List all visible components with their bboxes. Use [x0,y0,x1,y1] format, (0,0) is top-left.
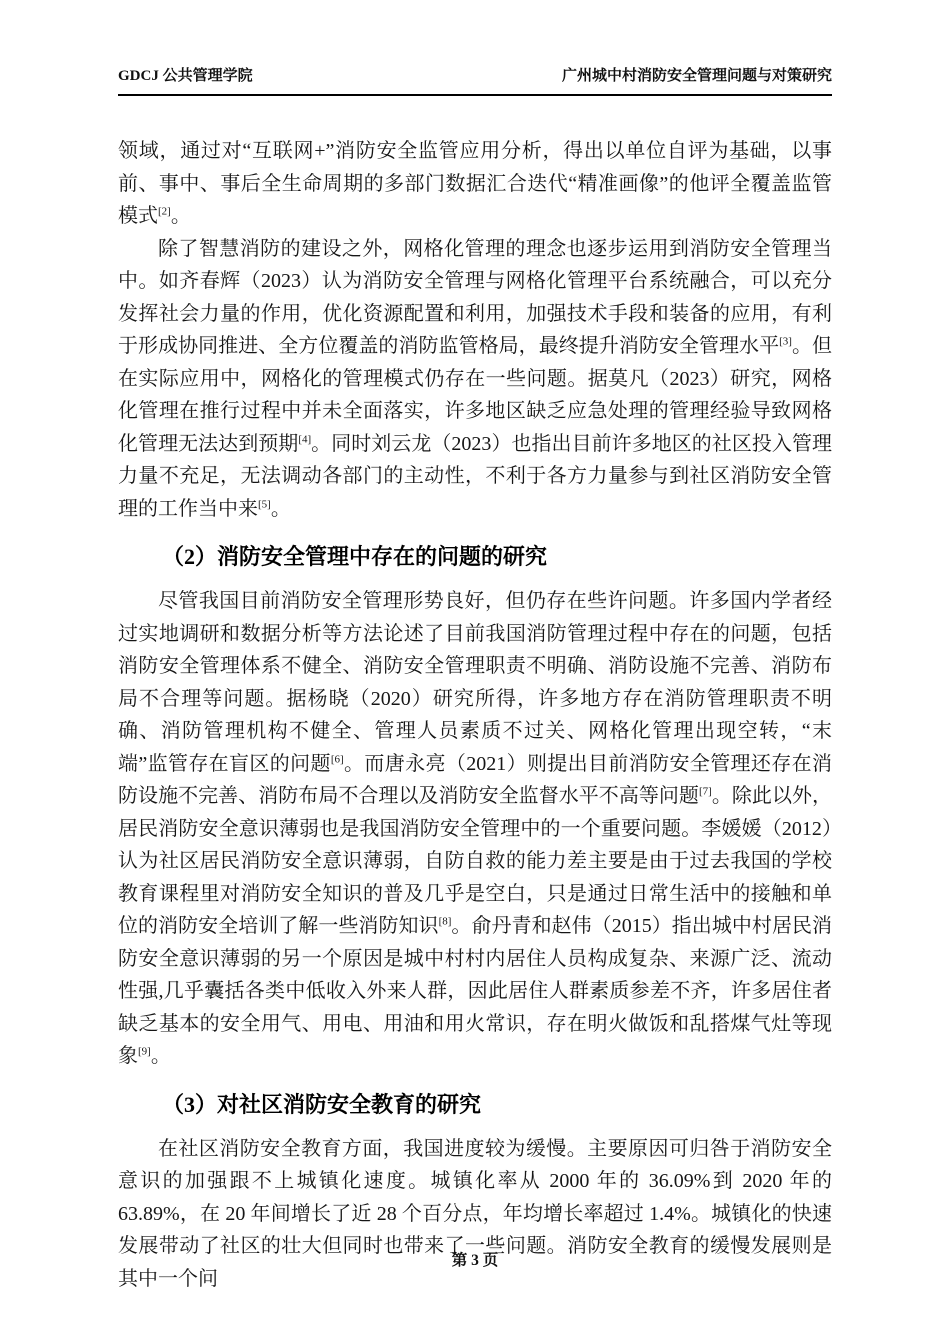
header-school-name: GDCJ 公共管理学院 [118,68,253,84]
section-heading-problems-research: （2）消防安全管理中存在的问题的研究 [162,544,548,569]
text-run: 。 [150,1045,171,1067]
paragraph-smart-fire-supervision [118,135,832,233]
text-run: 。 [270,497,291,520]
paragraph-safety-education [118,1133,832,1296]
citation-ref-2: [2] [158,205,171,218]
page-number-label: 第 3 页 [451,1252,499,1269]
page-header [118,64,832,96]
text-run: 。但在实际应用中，网格化的管理模式仍存在一些问题。据莫凡（2023）研究，网格化管理在推行过程中并未全面落实，许多地区缺乏应急处理的管理经验导致网格化管理无法达到预期 [118,335,833,455]
text-run: 在社区消防安全教育方面，我国进度较为缓慢。主要原因可归咎于消防安全意识的加强跟不上城镇化速度。城镇化率从 2000 年的 36.09%到 2020 年的 63.89%，在 20 年间增长了近 28 个百分点，年均增长率超过 1.4%。城镇化的快速发展带动了社区的壮大但同时也带来了一些问题。消防安全教育的缓慢发展则是其中一个问 [118,1137,832,1290]
paragraph-existing-problems [118,585,832,1073]
text-run: 。同时刘云龙（2023）也指出目前许多地区的社区投入管理力量不充足，无法调动各部门的主动性，不利于各方力量参与到社区消防安全管理的工作当中来 [118,432,833,520]
citation-ref-8: [8] [438,915,452,928]
text-run: 除了智慧消防的建设之外，网格化管理的理念也逐步运用到消防安全管理当中。如齐春辉（2023）认为消防安全管理与网格化管理平台系统融合，可以充分发挥社会力量的作用，优化资源配置和利用，加强技术手段和装备的应用，有利于形成协同推进、全方位覆盖的消防监管格局，最终提升消防安全管理水平 [118,237,832,357]
citation-ref-6: [6] [330,752,344,765]
page-footer [0,1248,950,1270]
text-run: 。 [170,205,191,227]
paragraph-grid-management [118,233,832,526]
header-thesis-title: 广州城中村消防安全管理问题与对策研究 [561,68,832,84]
citation-ref-9: [9] [138,1045,151,1058]
citation-ref-7: [7] [698,785,712,798]
section-heading-education-research: （3）对社区消防安全教育的研究 [162,1091,482,1117]
text-run: 领域，通过对“互联网+”消防安全监管应用分析，得出以单位自评为基础，以事前、事中、事后全生命周期的多部门数据汇合迭代“精准画像”的他评全覆盖监管模式 [118,140,832,227]
text-run: 。而唐永亮（2021）则提出目前消防安全管理还存在消防设施不完善、消防布局不合理以及消防安全监督水平不高等问题 [118,752,832,807]
citation-ref-3: [3] [779,335,792,348]
citation-ref-5: [5] [258,497,271,510]
text-run: 尽管我国目前消防安全管理形势良好，但仍存在些许问题。许多国内学者经过实地调研和数据分析等方法论述了目前我国消防管理过程中存在的问题，包括消防安全管理体系不健全、消防安全管理职责不明确、消防设施不完善、消防布局不合理等问题。据杨晓（2020）研究所得，许多地方存在消防管理职责不明确、消防管理机构不健全、管理人员素质不过关、网格化管理出现空转，“末端”监管存在盲区的问题 [118,590,832,775]
document-body [118,135,832,1295]
text-run: 。俞丹青和赵伟（2015）指出城中村居民消防安全意识薄弱的另一个原因是城中村村内居住人员构成复杂、来源广泛、流动性强,几乎囊括各类中低收入外来人群，因此居住人群素质参差不齐，许多居住者缺乏基本的安全用气、用电、用油和用火常识，存在明火做饭和乱搭煤气灶等现象 [118,915,833,1067]
citation-ref-4: [4] [298,432,312,445]
text-run: 。除此以外，居民消防安全意识薄弱也是我国消防安全管理中的一个重要问题。李媛媛（2012）认为社区居民消防安全意识薄弱，自防自救的能力差主要是由于过去我国的学校教育课程里对消防安全知识的普及几乎是空白，只是通过日常生活中的接触和单位的消防安全培训了解一些消防知识 [118,785,833,937]
